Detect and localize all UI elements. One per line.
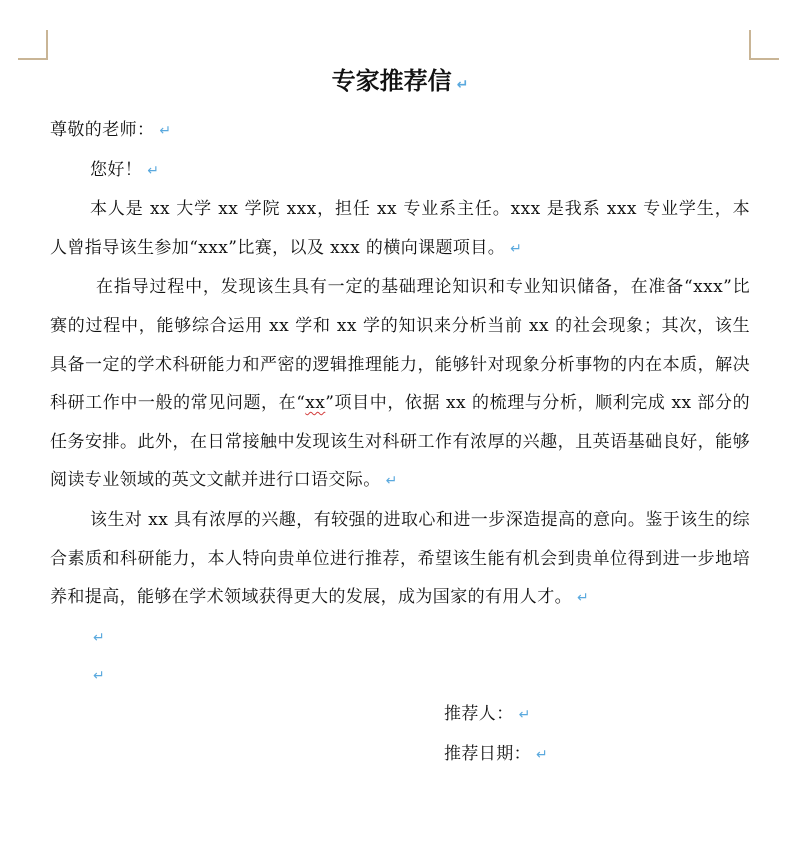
spellcheck-flagged-word[interactable]: xx [305,393,326,414]
paragraph-mark-icon: ↵ [93,668,106,685]
paragraph-mark-icon: ↵ [159,123,172,139]
paragraph-mark-icon: ↵ [510,240,523,257]
paragraph-mark-icon: ↵ [518,706,531,723]
document-body[interactable] [50,111,750,774]
recommender-line [50,695,750,735]
empty-line [50,656,750,695]
salutation [50,111,750,151]
date-label: 推荐日期： [444,743,531,764]
paragraph-3 [50,501,750,618]
paragraph-mark-icon: ↵ [147,162,160,179]
date-line [50,735,750,775]
paragraph-3-text: 该生对 xx 具有浓厚的兴趣，有较强的进取心和进一步深造提高的意向。鉴于该生的综合素质和科研能力，本人特向贵单位进行推荐，希望该生能有机会到贵单位得到进一步地培养和提高，能够在学术领域获得更大的发展，成为国家的有用人才。 [50,509,750,608]
paragraph-2-text-start: 在指导过程中，发现该生具有一定的基础理论知识和专业知识储备，在准备“xxx”比赛的过程中，能够综合运用 xx 学和 xx 学的知识来分析当前 xx 的社会现象；其次，该生具备一定的学术科研能力和严密的逻辑推理能力，能够针对现象分析事物的内在本质，解决科研工作中一般的常见问题，在“ [50,277,750,414]
paragraph-1-text: 本人是 xx 大学 xx 学院 xxx，担任 xx 专业系主任。xxx 是我系 xxx 专业学生，本人曾指导该生参加“xxx”比赛，以及 xxx 的横向课题项目。 [50,199,750,258]
salutation-text: 尊敬的老师： [50,120,155,140]
paragraph-mark-icon: ↵ [577,590,590,607]
paragraph-mark-icon: ↵ [385,473,398,490]
greeting [50,151,750,191]
paragraph-2-text-end: ”项目中，依据 xx 的梳理与分析，顺利完成 xx 部分的任务安排。此外，在日常接触中发现该生对科研工作有浓厚的兴趣，且英语基础良好，能够阅读专业领域的英文文献并进行口语交际。 [50,393,750,491]
paragraph-mark-icon: ↵ [456,77,469,93]
crop-mark-top-left [18,30,48,60]
title-text: 专家推荐信 [331,67,452,95]
paragraph-mark-icon: ↵ [93,629,106,646]
paragraph-mark-icon: ↵ [536,746,549,763]
greeting-text: 您好！ [90,159,143,180]
paragraph-2 [50,268,750,501]
paragraph-1 [50,190,750,268]
empty-line [50,618,750,657]
crop-mark-top-right [749,30,779,60]
document-title[interactable] [0,62,800,104]
recommender-label: 推荐人： [444,703,514,724]
